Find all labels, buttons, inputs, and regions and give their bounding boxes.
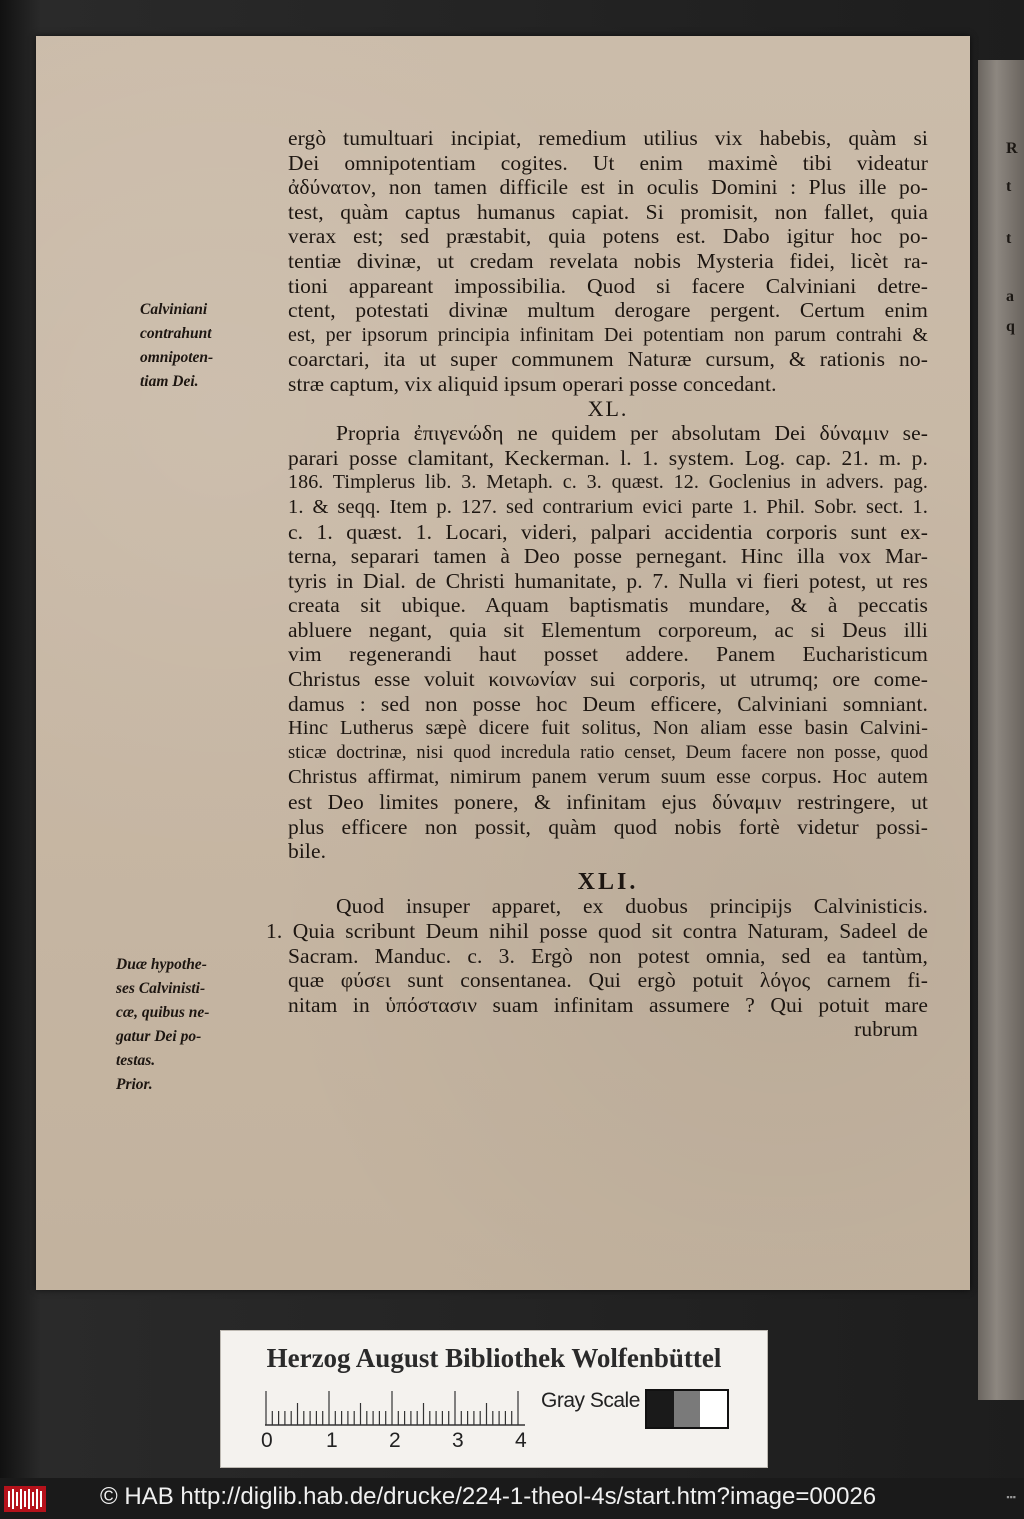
ruler-scale [265, 1391, 525, 1427]
text-line: 1. Quia scribunt Deum nihil posse quod sit contra Naturam, Sadeel de [266, 919, 928, 943]
margin-line: contrahunt [140, 325, 212, 342]
margin-line: cæ, quibus ne- [116, 1004, 210, 1021]
margin-line: gatur Dei po- [116, 1028, 202, 1045]
text-line: Dei omnipotentiam cogites. Ut enim maximè tibi videatur [288, 150, 928, 175]
section-heading: XLI. [577, 869, 639, 895]
swatch-gray [674, 1391, 701, 1427]
edge-glyph: R [1006, 140, 1018, 157]
margin-line: testas. [116, 1052, 156, 1069]
text-line: tentiæ divinæ, ut credam revelata nobis Mysteria fidei, licèt ra- [288, 248, 928, 273]
adjacent-page-edge [978, 60, 1024, 1400]
margin-line: Prior. [116, 1076, 153, 1093]
ruler-number: 4 [515, 1429, 527, 1452]
edge-glyph: t [1006, 230, 1012, 247]
edge-glyph: q [1006, 318, 1015, 335]
margin-line: Calviniani [140, 301, 208, 318]
text-line: est, per ipsorum principia infinitam Dei potentiam non parum contrahi & [288, 323, 928, 346]
text-line: bile. [288, 839, 327, 864]
text-line: test, quàm captus humanus capiat. Si promisit, non fallet, quia [288, 199, 928, 224]
source-url[interactable]: © HAB http://diglib.hab.de/drucke/224-1-theol-4s/start.htm?image=00026 [100, 1483, 877, 1510]
text-line: Sacram. Manduc. c. 3. Ergò non potest omnia, sed ea tantùm, [288, 943, 928, 968]
text-line: 1. & seqq. Item p. 127. sed contrarium evici parte 1. Phil. Sobr. sect. 1. [288, 495, 928, 518]
text-line: verax est; sed præstabit, quia potens est. Dabo igitur hoc po- [288, 224, 928, 249]
margin-line: tiam Dei. [140, 373, 199, 390]
catchword: rubrum [854, 1017, 918, 1042]
text-line: terna, separari tamen à Deo posse pernegant. Hinc illa vox Mar- [288, 544, 928, 569]
text-line: abluere negant, quia sit Elementum corporeum, ac si Deus illi [288, 617, 928, 642]
text-line: Propria ἐπιγενώδη ne quidem per absolutam Dei δύναμιν se- [336, 421, 928, 446]
gray-scale-label: Gray Scale [541, 1389, 640, 1412]
footer-mark: ▪▪▪ [1006, 1492, 1016, 1502]
text-line: Hinc Lutherus sæpè dicere fuit solitus, Non aliam esse basin Calvini- [288, 717, 928, 740]
text-line: stræ captum, vix aliquid ipsum operari posse concedant. [288, 371, 777, 396]
color-reference-card [220, 1330, 768, 1468]
swatch-black [647, 1391, 674, 1427]
book-page [36, 36, 970, 1290]
section-heading: XL. [587, 396, 629, 421]
gray-scale-swatches [645, 1389, 729, 1429]
text-line: parari posse clamitant, Keckerman. l. 1. system. Log. cap. 21. m. p. [288, 445, 928, 470]
text-line: ἀδύνατον, non tamen difficile est in oculis Domini : Plus ille po- [288, 175, 928, 200]
text-line: creata sit ubique. Aquam baptismatis mundare, & à peccatis [288, 593, 928, 618]
ruler-number: 1 [326, 1429, 338, 1452]
text-line: sticæ doctrinæ, nisi quod incredula ratio censet, Deum facere non posse, quod [288, 742, 928, 763]
text-line: c. 1. quæst. 1. Locari, videri, palpari accidentia corporis sunt ex- [288, 519, 928, 544]
footer-bar [0, 1478, 1024, 1519]
library-title: Herzog August Bibliothek Wolfenbüttel [266, 1343, 722, 1373]
text-line: 186. Timplerus lib. 3. Metaph. c. 3. quæst. 12. Goclenius in advers. pag. [288, 471, 928, 494]
margin-note-calviniani [140, 298, 270, 394]
hab-logo-icon [4, 1486, 46, 1512]
text-line: ergò tumultuari incipiat, remedium utilius vix habebis, quàm si [288, 126, 928, 150]
text-line: Christus esse voluit κοινωνίαν sui corporis, ut utrumq; ore come- [288, 667, 928, 692]
text-line: damus : sed non posse hoc Deum efficere, Calviniani somniant. [288, 691, 928, 716]
margin-line: ses Calvinisti- [116, 980, 206, 997]
margin-note-hypotheses [116, 953, 276, 1097]
text-line: ctent, potestati divinæ multum derogare pergent. Certum enim [288, 298, 928, 323]
ruler-number: 0 [261, 1429, 273, 1452]
text-line: tyris in Dial. de Christi humanitate, p. 7. Nulla vi fieri potest, ut res [288, 568, 928, 593]
text-line: vim regenerandi haut posset addere. Panem Eucharisticum [288, 642, 928, 667]
edge-glyph: t [1006, 178, 1012, 195]
swatch-white [700, 1391, 727, 1427]
text-line: plus efficere non possit, quàm quod nobis fortè videtur possi- [288, 814, 928, 839]
text-line: tioni appareant impossibilia. Quod si facere Calviniani detre- [288, 273, 928, 298]
edge-glyph: a [1006, 288, 1014, 305]
main-text [266, 126, 928, 1042]
text-line: est Deo limites ponere, & infinitam ejus δύναμιν restringere, ut [288, 790, 928, 815]
ruler-number: 3 [452, 1429, 464, 1452]
text-line: nitam in ὑπόστασιν suam infinitam assumere ? Qui potuit mare [288, 992, 928, 1017]
margin-line: omnipoten- [140, 349, 214, 366]
text-line: Christus affirmat, nimirum panem verum suum esse corpus. Hoc autem [288, 766, 928, 789]
text-line: Quod insuper apparet, ex duobus principijs Calvinisticis. [336, 894, 928, 919]
text-line: coarctari, ita ut super communem Naturæ cursum, & rationis no- [288, 347, 928, 372]
margin-line: Duæ hypothe- [116, 956, 207, 973]
text-line: quæ φύσει sunt consentanea. Qui ergò potuit λόγος carnem fi- [288, 968, 928, 993]
ruler-number: 2 [389, 1429, 401, 1452]
